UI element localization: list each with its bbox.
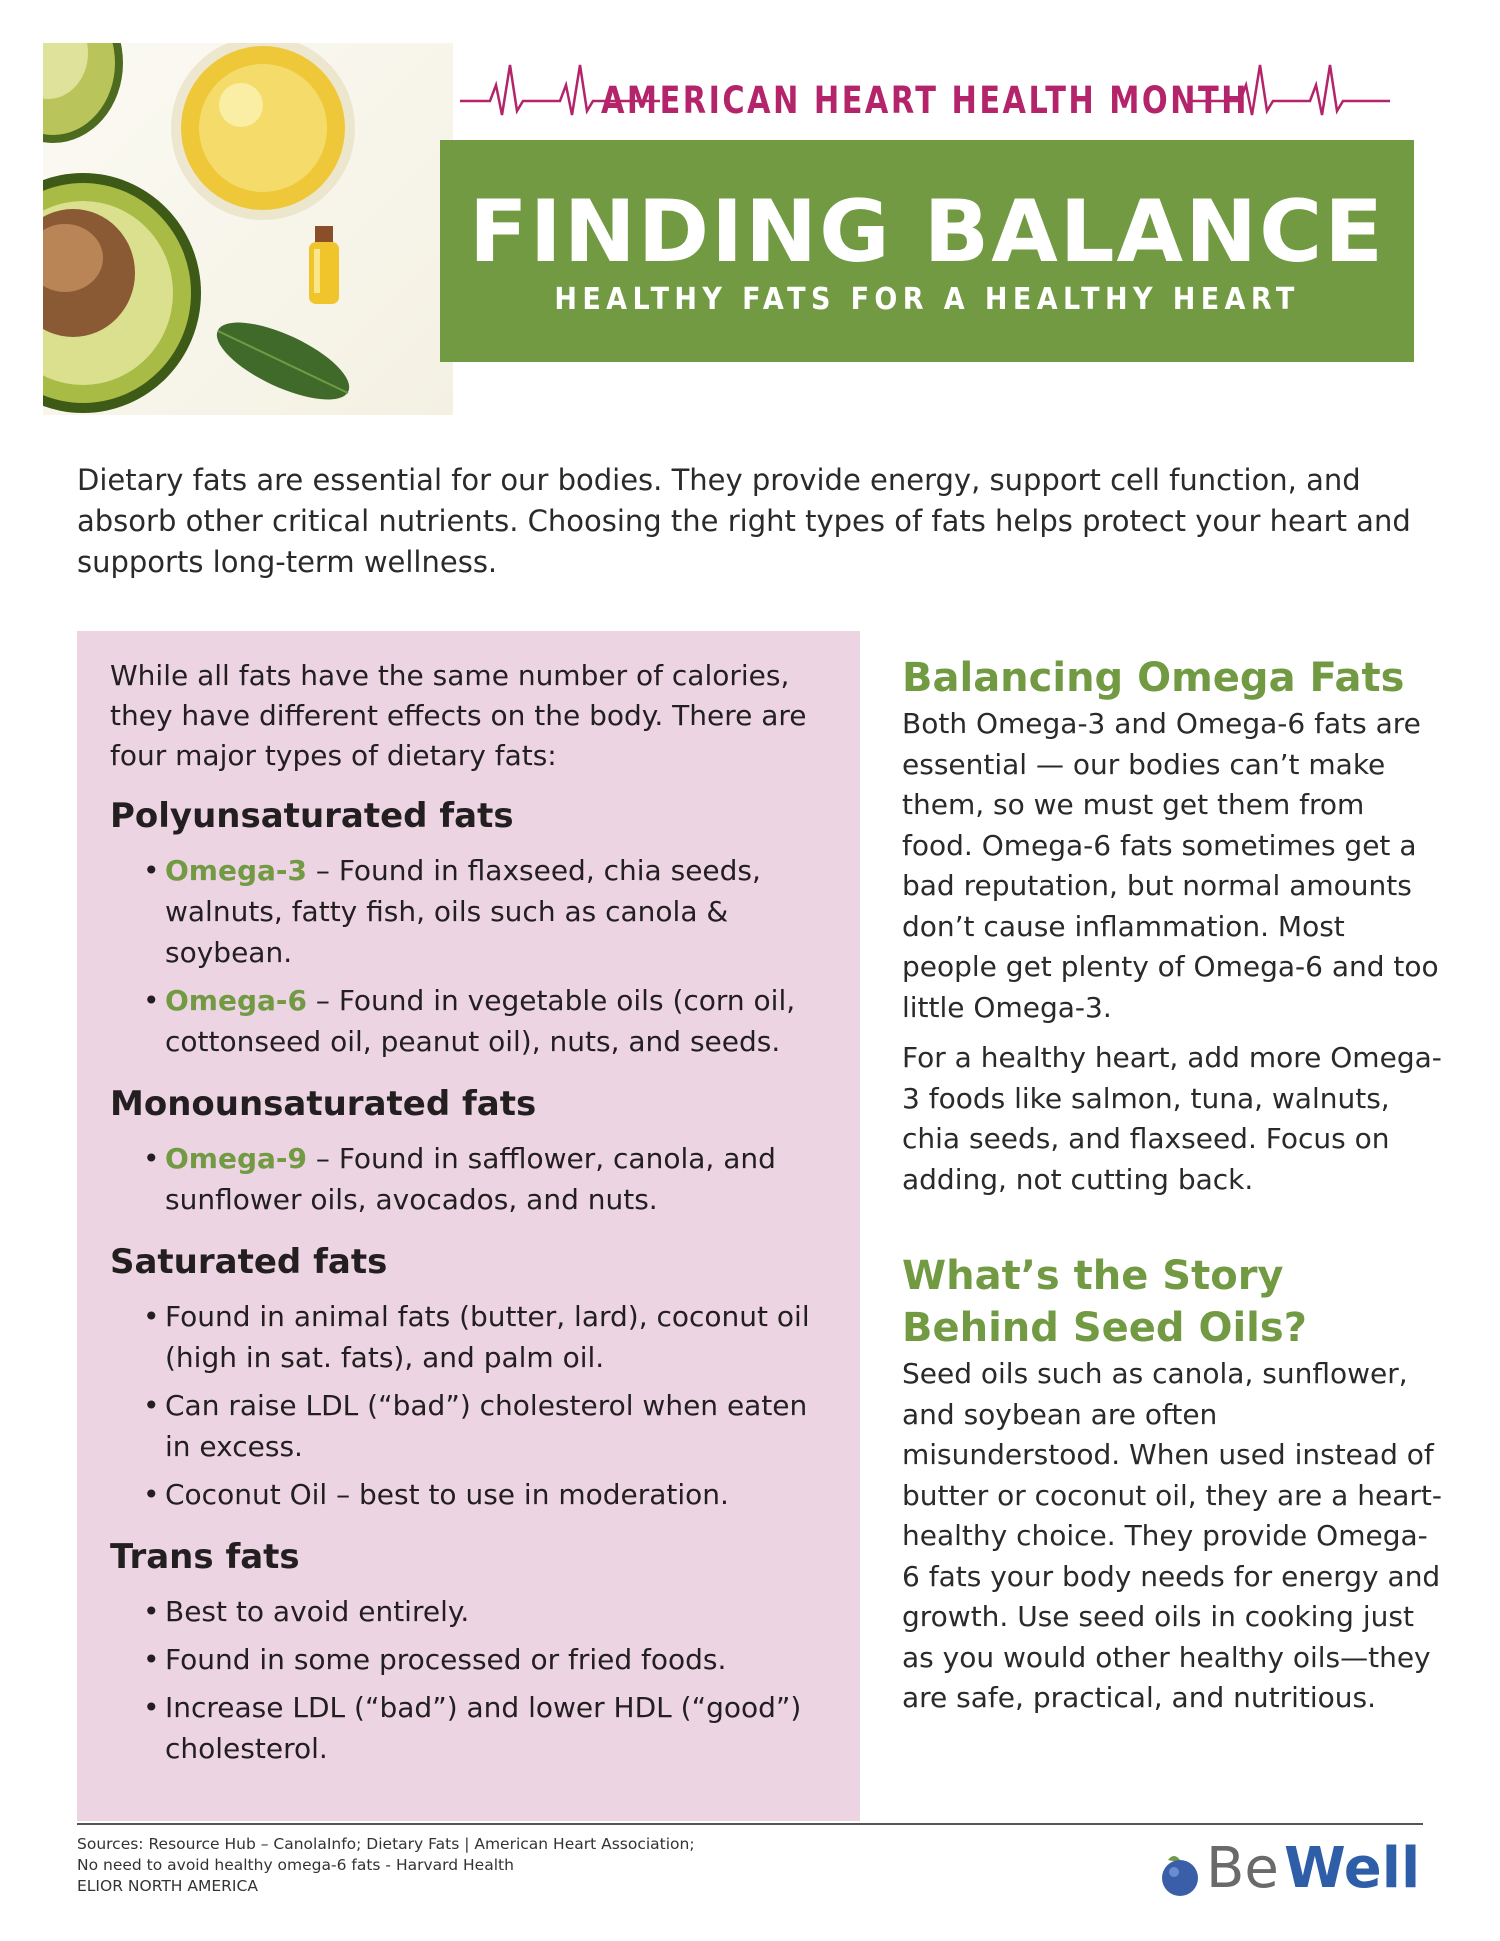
- right-column: [902, 652, 1442, 1729]
- omega-paragraph-1: Both Omega-3 and Omega-6 fats are essential — our bodies can’t make them, so we must get them from food. Omega-6 fats sometimes get a bad reputation, but normal amounts don’t cause inflammation. Most people get plenty of Omega-6 and too little Omega-3.: [902, 707, 1439, 1024]
- list-item: [165, 1138, 840, 1220]
- section-heading-monounsaturated: Monounsaturated fats: [110, 1084, 537, 1124]
- sources: [77, 1834, 977, 1897]
- list-item-text: – Found in flaxseed, chia seeds, walnuts, fatty fish, oils such as canola & soybean.: [165, 854, 761, 969]
- monounsaturated-list: [110, 1138, 840, 1220]
- avocado-oil-photo: [43, 43, 453, 415]
- list-item: • Found in some processed or fried foods.: [165, 1639, 840, 1680]
- page-title: FINDING BALANCE: [469, 182, 1385, 282]
- list-item: • Increase LDL (“bad”) and lower HDL (“good”) cholesterol.: [165, 1687, 840, 1769]
- section-heading-polyunsaturated: Polyunsaturated fats: [110, 796, 514, 836]
- omega-heading: Balancing Omega Fats: [902, 655, 1405, 701]
- list-item: [165, 850, 840, 973]
- section-heading-saturated: Saturated fats: [110, 1242, 388, 1282]
- logo-well: Well: [1284, 1836, 1421, 1901]
- seed-oils-paragraph: Seed oils such as canola, sunflower, and soybean are often misunderstood. When used instead of butter or coconut oil, they are a heart-healthy choice. They provide Omega-6 fats your body needs for energy and growth. Use seed oils in cooking just as you would other healthy oils—they are safe, practical, and nutritious.: [902, 1357, 1442, 1714]
- hero-photo: [43, 43, 453, 415]
- omega-label: Omega-9: [165, 1142, 308, 1175]
- company-name: ELIOR NORTH AMERICA: [77, 1877, 258, 1895]
- list-item: • Found in animal fats (butter, lard), coconut oil (high in sat. fats), and palm oil.: [165, 1296, 840, 1378]
- list-item: • Best to avoid entirely.: [165, 1591, 840, 1632]
- omega-paragraph-2: For a healthy heart, add more Omega-3 foods like salmon, tuna, walnuts, chia seeds, and flaxseed. Focus on adding, not cutting back.: [902, 1041, 1442, 1196]
- intro-paragraph: Dietary fats are essential for our bodies. They provide energy, support cell function, and absorb other critical nutrients. Choosing the right types of fats helps protect your heart and supports long-term wellness.: [77, 463, 1411, 579]
- section-heading-trans: Trans fats: [110, 1537, 300, 1577]
- list-item: • Can raise LDL (“bad”) cholesterol when eaten in excess.: [165, 1385, 840, 1467]
- blueberry-logo-icon: [1156, 1850, 1204, 1898]
- page-subtitle: HEALTHY FATS FOR A HEALTHY HEART: [554, 282, 1300, 317]
- panel-lead: While all fats have the same number of calories, they have different effects on the body. There are four major types of dietary fats:: [110, 659, 807, 772]
- eyebrow-title: AMERICAN HEART HEALTH MONTH: [600, 79, 1250, 122]
- list-item: • Coconut Oil – best to use in moderation.: [165, 1474, 840, 1515]
- sources-line: Sources: Resource Hub – CanolaInfo; Dietary Fats | American Heart Association;: [77, 1835, 695, 1853]
- omega-label: Omega-6: [165, 984, 308, 1017]
- footer-divider: [77, 1823, 1423, 1825]
- eyebrow-row: [460, 55, 1390, 145]
- polyunsaturated-list: [110, 850, 840, 1062]
- sources-line: No need to avoid healthy omega-6 fats - Harvard Health: [77, 1856, 514, 1874]
- seed-oils-heading: What’s the Story Behind Seed Oils?: [902, 1253, 1307, 1351]
- list-item-text: – Found in safflower, canola, and sunflower oils, avocados, and nuts.: [165, 1142, 776, 1216]
- logo-be: Be: [1206, 1836, 1279, 1901]
- trans-list: [110, 1591, 840, 1769]
- fat-types-panel: [77, 631, 860, 1821]
- omega-label: Omega-3: [165, 854, 308, 887]
- saturated-list: [110, 1296, 840, 1515]
- bewell-logo: [1148, 1836, 1428, 1902]
- list-item: [165, 980, 840, 1062]
- title-banner: [440, 140, 1414, 362]
- list-item-text: – Found in vegetable oils (corn oil, cottonseed oil, peanut oil), nuts, and seeds.: [165, 984, 796, 1058]
